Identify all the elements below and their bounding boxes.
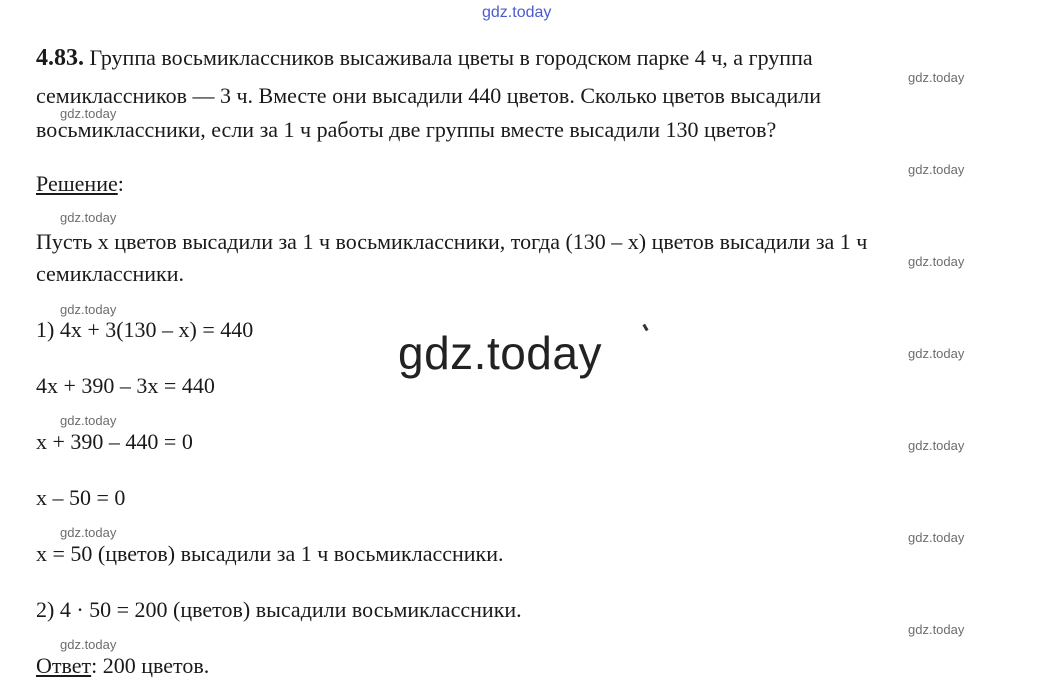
watermark-small: gdz.today xyxy=(60,302,117,317)
answer xyxy=(36,652,209,680)
watermark-small: gdz.today xyxy=(908,346,965,361)
solution-equation-4: x – 50 = 0 xyxy=(36,485,126,510)
watermark-small: gdz.today xyxy=(60,637,117,652)
problem-line-2: семиклассников — 3 ч. Вместе они высадили 440 цветов. Сколько цветов высадили xyxy=(36,83,822,108)
problem-number: 4.83. xyxy=(36,45,84,71)
solution-heading-label: Решение xyxy=(36,171,118,196)
watermark-small: gdz.today xyxy=(908,622,965,637)
problem-line-3: восьмиклассники, если за 1 ч работы две группы вместе высадили 130 цветов? xyxy=(36,117,777,142)
watermark-small: gdz.today xyxy=(60,413,117,428)
solution-heading xyxy=(36,170,124,198)
solution-equation-5: x = 50 (цветов) высадили за 1 ч восьмиклассники. xyxy=(36,541,504,566)
watermark-small: gdz.today xyxy=(908,254,965,269)
watermark-small: gdz.today xyxy=(60,525,117,540)
solution-equation-2: 4x + 390 – 3x = 440 xyxy=(36,373,215,398)
solution-heading-colon: : xyxy=(117,171,124,196)
watermark-small: gdz.today xyxy=(908,438,965,453)
scan-speck xyxy=(642,324,648,332)
solution-intro-1: Пусть x цветов высадили за 1 ч восьмиклассники, тогда (130 – x) цветов высадили за 1 ч xyxy=(36,229,868,254)
solution-step-1: 1) 4x + 3(130 – x) = 440 xyxy=(36,317,254,342)
solution-intro-2: семиклассники. xyxy=(36,261,184,286)
watermark-small: gdz.today xyxy=(60,210,117,225)
watermark-center: gdz.today xyxy=(398,327,602,379)
solution-step-2: 2) 4 · 50 = 200 (цветов) высадили восьмиклассники. xyxy=(36,597,522,622)
problem-line-1 xyxy=(36,44,813,72)
watermark-top: gdz.today xyxy=(482,4,552,21)
answer-label: Ответ xyxy=(36,653,92,678)
watermark-small: gdz.today xyxy=(908,530,965,545)
watermark-small: gdz.today xyxy=(60,106,117,121)
watermark-small: gdz.today xyxy=(908,162,965,177)
problem-text-1: Группа восьмиклассников высаживала цветы в городском парке 4 ч, а группа xyxy=(84,45,813,70)
answer-text: : 200 цветов. xyxy=(91,653,210,678)
watermark-small: gdz.today xyxy=(908,70,965,85)
solution-equation-3: x + 390 – 440 = 0 xyxy=(36,429,193,454)
